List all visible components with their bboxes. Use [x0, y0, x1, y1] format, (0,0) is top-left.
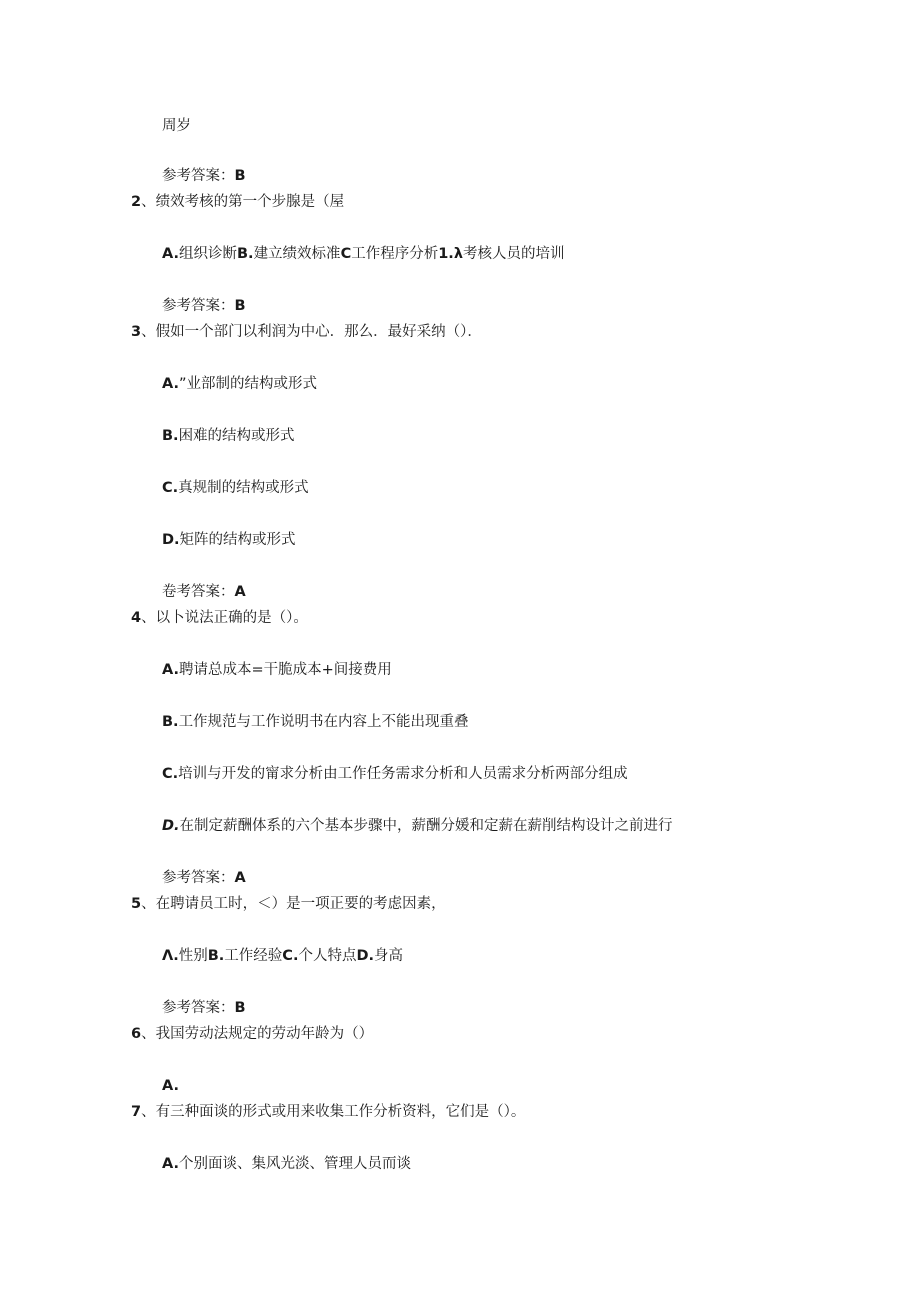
answer-label: 参考答案：: [162, 298, 235, 314]
question-number: 6: [131, 1026, 142, 1042]
question-number: 2: [131, 194, 142, 210]
question-4-option-c: [162, 764, 628, 784]
option-text: 真规制的结构或形式: [178, 480, 309, 496]
question-text: 有三种面谈的形式或用来收集工作分析资料，它们是（）。: [155, 1104, 526, 1120]
question-4: [131, 608, 308, 628]
option-text: 个别面谈、集风光淡、管理人员而谈: [179, 1156, 411, 1172]
answer-value: B: [234, 1000, 246, 1016]
option-text: 个人特点: [298, 948, 357, 964]
question-4-option-a: [162, 660, 392, 680]
answer-value: B: [234, 168, 246, 184]
question-3-option-c: [162, 478, 309, 498]
option-prefix: A.: [162, 1078, 179, 1094]
option-prefix: C: [340, 246, 352, 262]
option-text: 工作程序分析: [351, 246, 439, 262]
answer-2: [162, 296, 246, 316]
question-5: [131, 894, 446, 914]
option-prefix: A.: [162, 376, 179, 392]
question-3: [131, 322, 482, 342]
question-text: 绩效考核的第一个步腺是（屋: [155, 194, 345, 210]
question-number: 4: [131, 610, 142, 626]
answer-4: [162, 868, 246, 888]
option-text: 组织诊断: [179, 246, 237, 262]
question-4-option-b: [162, 712, 469, 732]
question-6-option-a: [162, 1076, 179, 1096]
option-prefix: 1.λ: [438, 246, 463, 262]
answer-5: [162, 998, 246, 1018]
option-text: 工作规范与工作说明书在内容上不能出现重叠: [178, 714, 469, 730]
option-text: 性别: [178, 948, 208, 964]
answer-value: B: [234, 298, 246, 314]
answer-label: 参考答案：: [162, 1000, 235, 1016]
question-text: 以卜说法正确的是（）。: [155, 610, 308, 626]
option-prefix: C.: [162, 766, 179, 782]
option-text: 工作经验: [224, 948, 283, 964]
option-text: 矩阵的结构或形式: [179, 532, 296, 548]
question-3-option-d: [162, 530, 296, 550]
question-2-options: [162, 244, 565, 264]
answer-value: A: [234, 584, 246, 600]
question-2: [131, 192, 344, 212]
question-sep: 、: [141, 610, 156, 626]
answer-3: [162, 582, 246, 602]
option-prefix: B.: [162, 714, 179, 730]
question-number: 5: [131, 896, 142, 912]
answer-label: 卷考答案：: [162, 584, 235, 600]
option-prefix: A.: [162, 1156, 179, 1172]
option-prefix: D.: [162, 818, 180, 834]
question-text: 假如一个部门以利润为中心．那么．最好采纳（）．: [155, 324, 482, 340]
question-text: 我国劳动法规定的劳动年龄为（）: [155, 1026, 374, 1042]
option-prefix: D.: [356, 948, 374, 964]
answer-label: 参考答案：: [162, 168, 235, 184]
option-prefix: A.: [162, 246, 179, 262]
question-sep: 、: [141, 1104, 156, 1120]
option-text: 在制定薪酬体系的六个基本步骤中，薪酬分媛和定薪在薪削结构设计之前进行: [179, 818, 673, 834]
question-5-options: [162, 946, 403, 966]
question-sep: 、: [141, 896, 156, 912]
question-sep: 、: [141, 194, 156, 210]
option-prefix: C.: [162, 480, 179, 496]
option-text: 身高: [374, 948, 403, 964]
option-text: 建立绩效标准: [253, 246, 341, 262]
option-prefix: C.: [282, 948, 299, 964]
fragment-text: 周岁: [162, 118, 191, 134]
question-7-option-a: [162, 1154, 411, 1174]
option-text: 考核人员的培训: [463, 246, 565, 262]
option-text: 聘请总成本=干脆成本+间接费用: [179, 662, 392, 678]
question-text: 在聘请员工时，＜）是一项正要的考虑因素，: [155, 896, 446, 912]
question-3-option-b: [162, 426, 295, 446]
option-prefix: A.: [162, 662, 179, 678]
option-prefix: D.: [162, 532, 180, 548]
option-prefix: B.: [207, 948, 225, 964]
question-4-option-d: [162, 816, 673, 836]
question-3-option-a: [162, 374, 317, 394]
question-number: 7: [131, 1104, 142, 1120]
question-sep: 、: [141, 1026, 156, 1042]
question-6: [131, 1024, 373, 1044]
answer-1: [162, 166, 246, 186]
question-number: 3: [131, 324, 142, 340]
option-text: 困难的结构或形式: [178, 428, 295, 444]
option-text: 培训与开发的甯求分析由工作任务需求分析和人员需求分析两部分组成: [178, 766, 628, 782]
option-prefix: B.: [162, 428, 179, 444]
question-sep: 、: [141, 324, 156, 340]
option-prefix: Λ.: [162, 948, 179, 964]
question-7: [131, 1102, 525, 1122]
option-prefix: B.: [237, 246, 254, 262]
option-text: ”业部制的结构或形式: [179, 376, 318, 392]
answer-value: A: [234, 870, 246, 886]
answer-label: 参考答案：: [162, 870, 235, 886]
